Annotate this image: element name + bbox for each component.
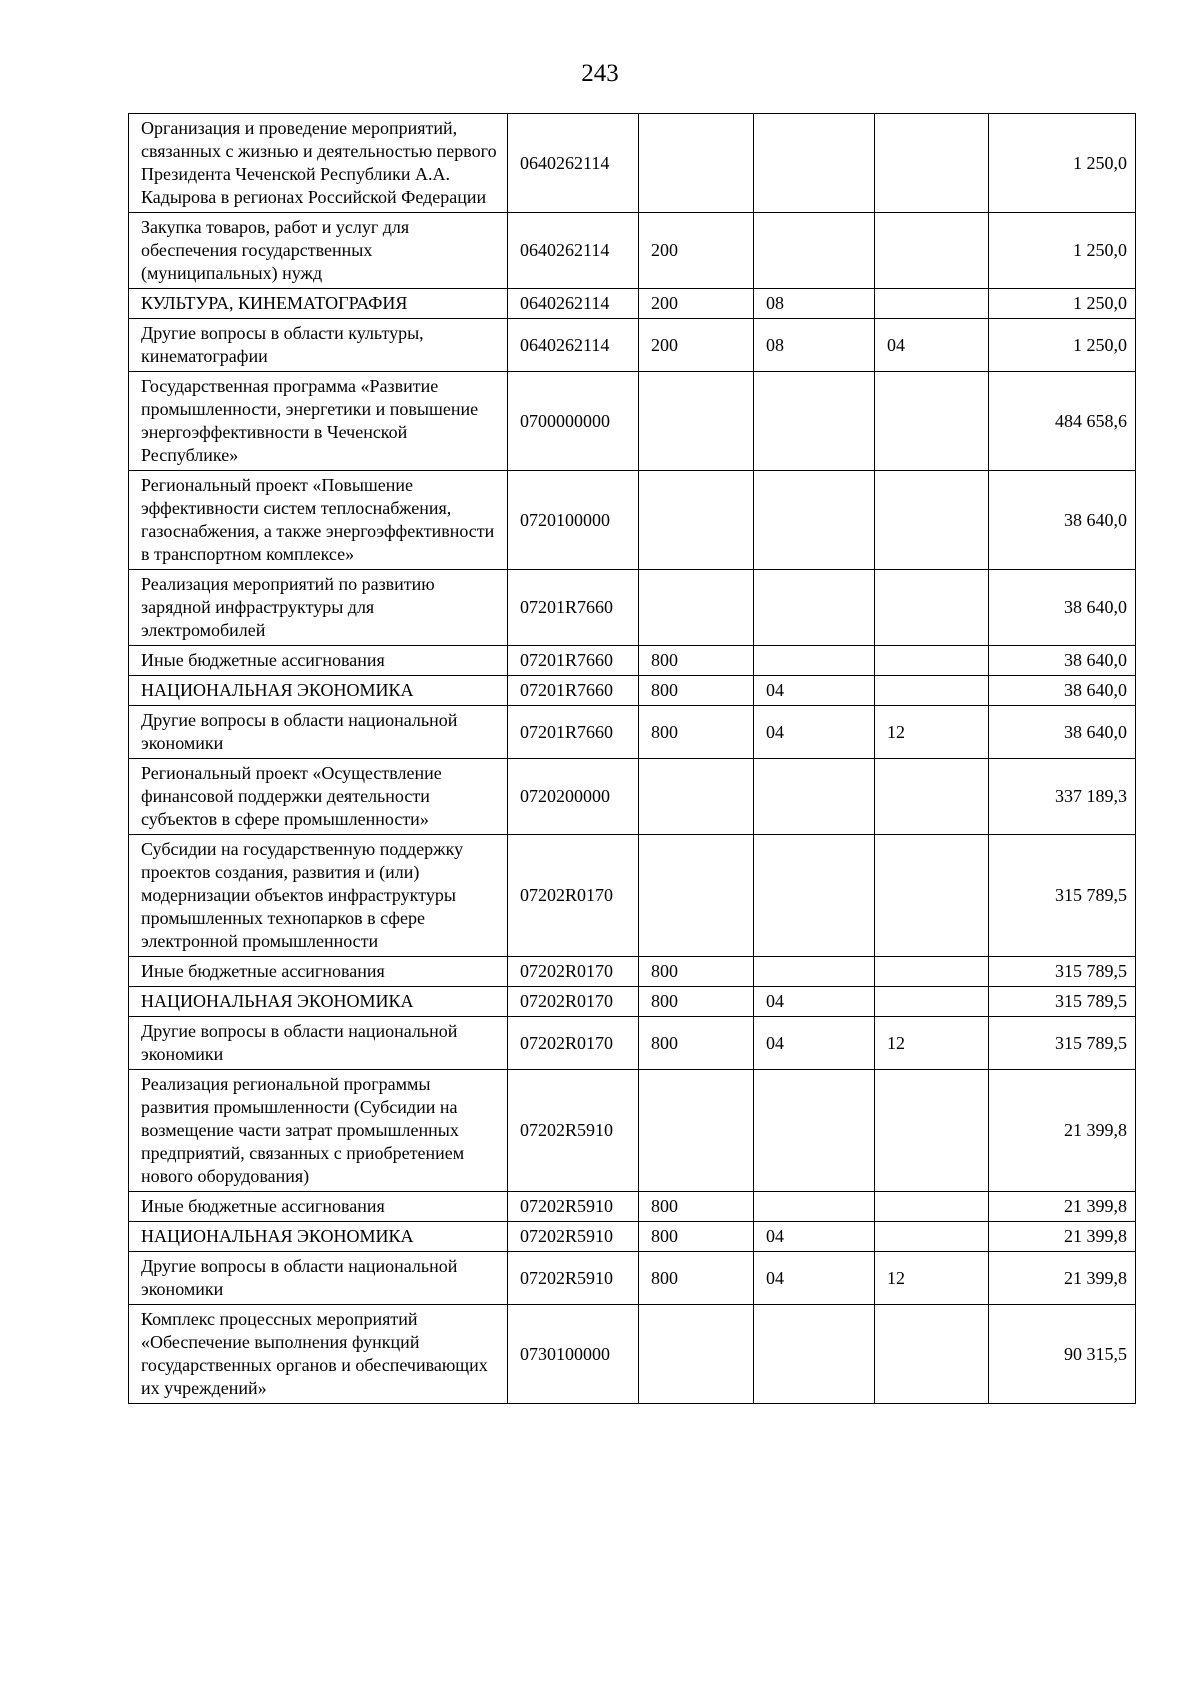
table-row <box>129 759 1136 835</box>
amount-cell: 1 250,0 <box>989 319 1136 372</box>
expense-type-cell <box>639 471 754 570</box>
section-cell: 04 <box>754 676 875 706</box>
table-row <box>129 1070 1136 1192</box>
item-name-cell: Другие вопросы в области национальной экономики <box>129 1252 508 1305</box>
section-cell: 04 <box>754 987 875 1017</box>
subsection-cell <box>875 289 989 319</box>
section-cell <box>754 570 875 646</box>
subsection-cell <box>875 570 989 646</box>
amount-cell: 21 399,8 <box>989 1070 1136 1192</box>
item-name-cell: Другие вопросы в области национальной экономики <box>129 1017 508 1070</box>
amount-cell: 21 399,8 <box>989 1192 1136 1222</box>
expense-type-cell <box>639 1305 754 1404</box>
target-article-code-cell: 07202R0170 <box>508 1017 639 1070</box>
target-article-code-cell: 07202R0170 <box>508 835 639 957</box>
subsection-cell <box>875 1305 989 1404</box>
section-cell <box>754 1070 875 1192</box>
subsection-cell <box>875 676 989 706</box>
table-row <box>129 289 1136 319</box>
expense-type-cell: 800 <box>639 1017 754 1070</box>
target-article-code-cell: 0640262114 <box>508 289 639 319</box>
section-cell <box>754 471 875 570</box>
section-cell <box>754 114 875 213</box>
section-cell: 04 <box>754 1252 875 1305</box>
target-article-code-cell: 0640262114 <box>508 213 639 289</box>
target-article-code-cell: 07201R7660 <box>508 570 639 646</box>
amount-cell: 484 658,6 <box>989 372 1136 471</box>
section-cell: 08 <box>754 289 875 319</box>
subsection-cell <box>875 213 989 289</box>
expense-type-cell <box>639 1070 754 1192</box>
subsection-cell: 04 <box>875 319 989 372</box>
target-article-code-cell: 07201R7660 <box>508 676 639 706</box>
item-name-cell: НАЦИОНАЛЬНАЯ ЭКОНОМИКА <box>129 676 508 706</box>
table-row <box>129 1305 1136 1404</box>
table-row <box>129 319 1136 372</box>
amount-cell: 38 640,0 <box>989 646 1136 676</box>
target-article-code-cell: 0640262114 <box>508 319 639 372</box>
budget-table <box>128 113 1136 1404</box>
section-cell: 08 <box>754 319 875 372</box>
table-row <box>129 987 1136 1017</box>
section-cell: 04 <box>754 706 875 759</box>
table-row <box>129 1192 1136 1222</box>
expense-type-cell: 800 <box>639 957 754 987</box>
expense-type-cell: 800 <box>639 1222 754 1252</box>
item-name-cell: КУЛЬТУРА, КИНЕМАТОГРАФИЯ <box>129 289 508 319</box>
expense-type-cell <box>639 835 754 957</box>
item-name-cell: Закупка товаров, работ и услуг для обеспечения государственных (муниципальных) нужд <box>129 213 508 289</box>
subsection-cell <box>875 835 989 957</box>
target-article-code-cell: 07202R5910 <box>508 1252 639 1305</box>
subsection-cell: 12 <box>875 1017 989 1070</box>
item-name-cell: Иные бюджетные ассигнования <box>129 646 508 676</box>
expense-type-cell: 200 <box>639 213 754 289</box>
table-row <box>129 706 1136 759</box>
budget-table-body <box>129 114 1136 1404</box>
item-name-cell: Организация и проведение мероприятий, связанных с жизнью и деятельностью первого Президента Чеченской Республики А.А. Кадырова в регионах Российской Федерации <box>129 114 508 213</box>
expense-type-cell <box>639 114 754 213</box>
subsection-cell <box>875 1070 989 1192</box>
amount-cell: 315 789,5 <box>989 957 1136 987</box>
amount-cell: 315 789,5 <box>989 835 1136 957</box>
item-name-cell: НАЦИОНАЛЬНАЯ ЭКОНОМИКА <box>129 1222 508 1252</box>
target-article-code-cell: 07202R5910 <box>508 1192 639 1222</box>
item-name-cell: Государственная программа «Развитие промышленности, энергетики и повышение энергоэффективности в Чеченской Республике» <box>129 372 508 471</box>
target-article-code-cell: 0720100000 <box>508 471 639 570</box>
item-name-cell: Иные бюджетные ассигнования <box>129 1192 508 1222</box>
subsection-cell <box>875 1222 989 1252</box>
expense-type-cell: 200 <box>639 319 754 372</box>
amount-cell: 1 250,0 <box>989 213 1136 289</box>
table-row <box>129 114 1136 213</box>
expense-type-cell: 800 <box>639 1192 754 1222</box>
amount-cell: 315 789,5 <box>989 987 1136 1017</box>
subsection-cell <box>875 759 989 835</box>
section-cell: 04 <box>754 1017 875 1070</box>
expense-type-cell <box>639 570 754 646</box>
item-name-cell: Региональный проект «Повышение эффективности систем теплоснабжения, газоснабжения, а также энергоэффективности в транспортном комплексе» <box>129 471 508 570</box>
section-cell <box>754 1192 875 1222</box>
target-article-code-cell: 07202R0170 <box>508 987 639 1017</box>
target-article-code-cell: 07201R7660 <box>508 646 639 676</box>
amount-cell: 1 250,0 <box>989 114 1136 213</box>
item-name-cell: Иные бюджетные ассигнования <box>129 957 508 987</box>
table-row <box>129 1017 1136 1070</box>
table-row <box>129 835 1136 957</box>
section-cell <box>754 646 875 676</box>
section-cell <box>754 835 875 957</box>
subsection-cell: 12 <box>875 1252 989 1305</box>
expense-type-cell: 800 <box>639 646 754 676</box>
amount-cell: 38 640,0 <box>989 570 1136 646</box>
expense-type-cell: 800 <box>639 676 754 706</box>
expense-type-cell: 800 <box>639 1252 754 1305</box>
expense-type-cell: 800 <box>639 706 754 759</box>
table-row <box>129 471 1136 570</box>
subsection-cell <box>875 114 989 213</box>
expense-type-cell <box>639 759 754 835</box>
item-name-cell: Реализация региональной программы развития промышленности (Субсидии на возмещение части затрат промышленных предприятий, связанных с приобретением нового оборудования) <box>129 1070 508 1192</box>
amount-cell: 21 399,8 <box>989 1252 1136 1305</box>
table-row <box>129 957 1136 987</box>
table-row <box>129 570 1136 646</box>
expense-type-cell <box>639 372 754 471</box>
section-cell <box>754 372 875 471</box>
expense-type-cell: 200 <box>639 289 754 319</box>
amount-cell: 315 789,5 <box>989 1017 1136 1070</box>
subsection-cell <box>875 646 989 676</box>
table-row <box>129 213 1136 289</box>
item-name-cell: Другие вопросы в области культуры, кинематографии <box>129 319 508 372</box>
target-article-code-cell: 0720200000 <box>508 759 639 835</box>
target-article-code-cell: 0700000000 <box>508 372 639 471</box>
item-name-cell: Другие вопросы в области национальной экономики <box>129 706 508 759</box>
table-row <box>129 676 1136 706</box>
table-row <box>129 646 1136 676</box>
target-article-code-cell: 0730100000 <box>508 1305 639 1404</box>
target-article-code-cell: 07202R5910 <box>508 1070 639 1192</box>
target-article-code-cell: 0640262114 <box>508 114 639 213</box>
target-article-code-cell: 07202R5910 <box>508 1222 639 1252</box>
item-name-cell: Реализация мероприятий по развитию зарядной инфраструктуры для электромобилей <box>129 570 508 646</box>
subsection-cell <box>875 987 989 1017</box>
expense-type-cell: 800 <box>639 987 754 1017</box>
subsection-cell <box>875 471 989 570</box>
amount-cell: 90 315,5 <box>989 1305 1136 1404</box>
section-cell: 04 <box>754 1222 875 1252</box>
item-name-cell: Комплекс процессных мероприятий «Обеспечение выполнения функций государственных органов и обеспечивающих их учреждений» <box>129 1305 508 1404</box>
amount-cell: 38 640,0 <box>989 676 1136 706</box>
amount-cell: 21 399,8 <box>989 1222 1136 1252</box>
amount-cell: 38 640,0 <box>989 706 1136 759</box>
target-article-code-cell: 07202R0170 <box>508 957 639 987</box>
amount-cell: 337 189,3 <box>989 759 1136 835</box>
subsection-cell <box>875 372 989 471</box>
section-cell <box>754 213 875 289</box>
section-cell <box>754 1305 875 1404</box>
page-number: 243 <box>581 60 619 87</box>
section-cell <box>754 957 875 987</box>
subsection-cell: 12 <box>875 706 989 759</box>
table-row <box>129 372 1136 471</box>
section-cell <box>754 759 875 835</box>
amount-cell: 38 640,0 <box>989 471 1136 570</box>
item-name-cell: НАЦИОНАЛЬНАЯ ЭКОНОМИКА <box>129 987 508 1017</box>
table-row <box>129 1252 1136 1305</box>
item-name-cell: Региональный проект «Осуществление финансовой поддержки деятельности субъектов в сфере промышленности» <box>129 759 508 835</box>
subsection-cell <box>875 1192 989 1222</box>
amount-cell: 1 250,0 <box>989 289 1136 319</box>
target-article-code-cell: 07201R7660 <box>508 706 639 759</box>
subsection-cell <box>875 957 989 987</box>
item-name-cell: Субсидии на государственную поддержку проектов создания, развития и (или) модернизации объектов инфраструктуры промышленных технопарков в сфере электронной промышленности <box>129 835 508 957</box>
table-row <box>129 1222 1136 1252</box>
